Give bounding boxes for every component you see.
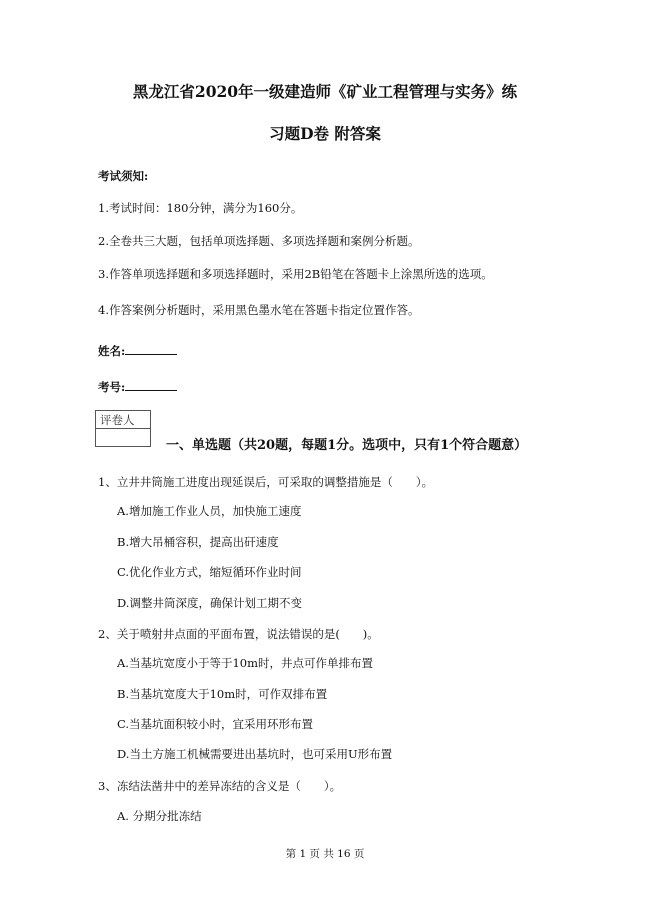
question-1-option-b: B.增大吊桶容积，提高出矸速度: [117, 535, 279, 549]
exam-number-label: 考号:: [98, 380, 126, 394]
notice-heading: 考试须知:: [98, 169, 149, 183]
notice-item-2: 2.全卷共三大题，包括单项选择题、多项选择题和案例分析题。: [98, 234, 420, 248]
notice-item-4: 4.作答案例分析题时，采用黑色墨水笔在答题卡指定位置作答。: [98, 303, 420, 317]
question-2-option-a: A.当基坑宽度小于等于10m时，井点可作单排布置: [117, 656, 373, 670]
grader-label: 评卷人: [96, 411, 150, 429]
question-1-stem: 1、立井井筒施工进度出现延误后，可采取的调整措施是（ ）。: [98, 475, 434, 489]
section-title: 一、单选题（共20题，每题1分。选项中，只有1个符合题意）: [166, 438, 528, 453]
exam-number-field: [98, 378, 177, 395]
doc-title-line2: 习题D卷 附答案: [269, 124, 381, 143]
question-3-option-a: A. 分期分批冻结: [117, 809, 202, 823]
question-2-stem: 2、关于喷射井点面的平面布置，说法错误的是( )。: [98, 627, 379, 641]
name-label: 姓名:: [98, 344, 126, 358]
page-footer: 第 1 页 共 16 页: [285, 848, 365, 860]
question-1-option-a: A.增加施工作业人员，加快施工速度: [117, 504, 302, 518]
name-field: [98, 342, 177, 359]
doc-title-line1: 黑龙江省2020年一级建造师《矿业工程管理与实务》练: [132, 82, 518, 101]
question-1-option-c: C.优化作业方式，缩短循环作业时间: [117, 565, 302, 579]
question-2-option-d: D.当土方施工机械需要进出基坑时，也可采用U形布置: [117, 747, 393, 761]
question-2-option-c: C.当基坑面积较小时，宜采用环形布置: [117, 717, 314, 731]
question-2-option-b: B.当基坑宽度大于10m时，可作双排布置: [117, 687, 328, 701]
question-1-option-d: D.调整井筒深度，确保计划工期不变: [117, 596, 302, 610]
question-3-stem: 3、冻结法凿井中的差异冻结的含义是（ ）。: [98, 779, 342, 793]
name-blank-line: [125, 342, 177, 355]
exam-number-blank-line: [125, 378, 177, 391]
grader-box: [95, 410, 151, 447]
notice-item-1: 1.考试时间：180分钟，满分为160分。: [98, 201, 303, 215]
notice-item-3: 3.作答单项选择题和多项选择题时，采用2B铅笔在答题卡上涂黑所选的选项。: [98, 267, 493, 281]
